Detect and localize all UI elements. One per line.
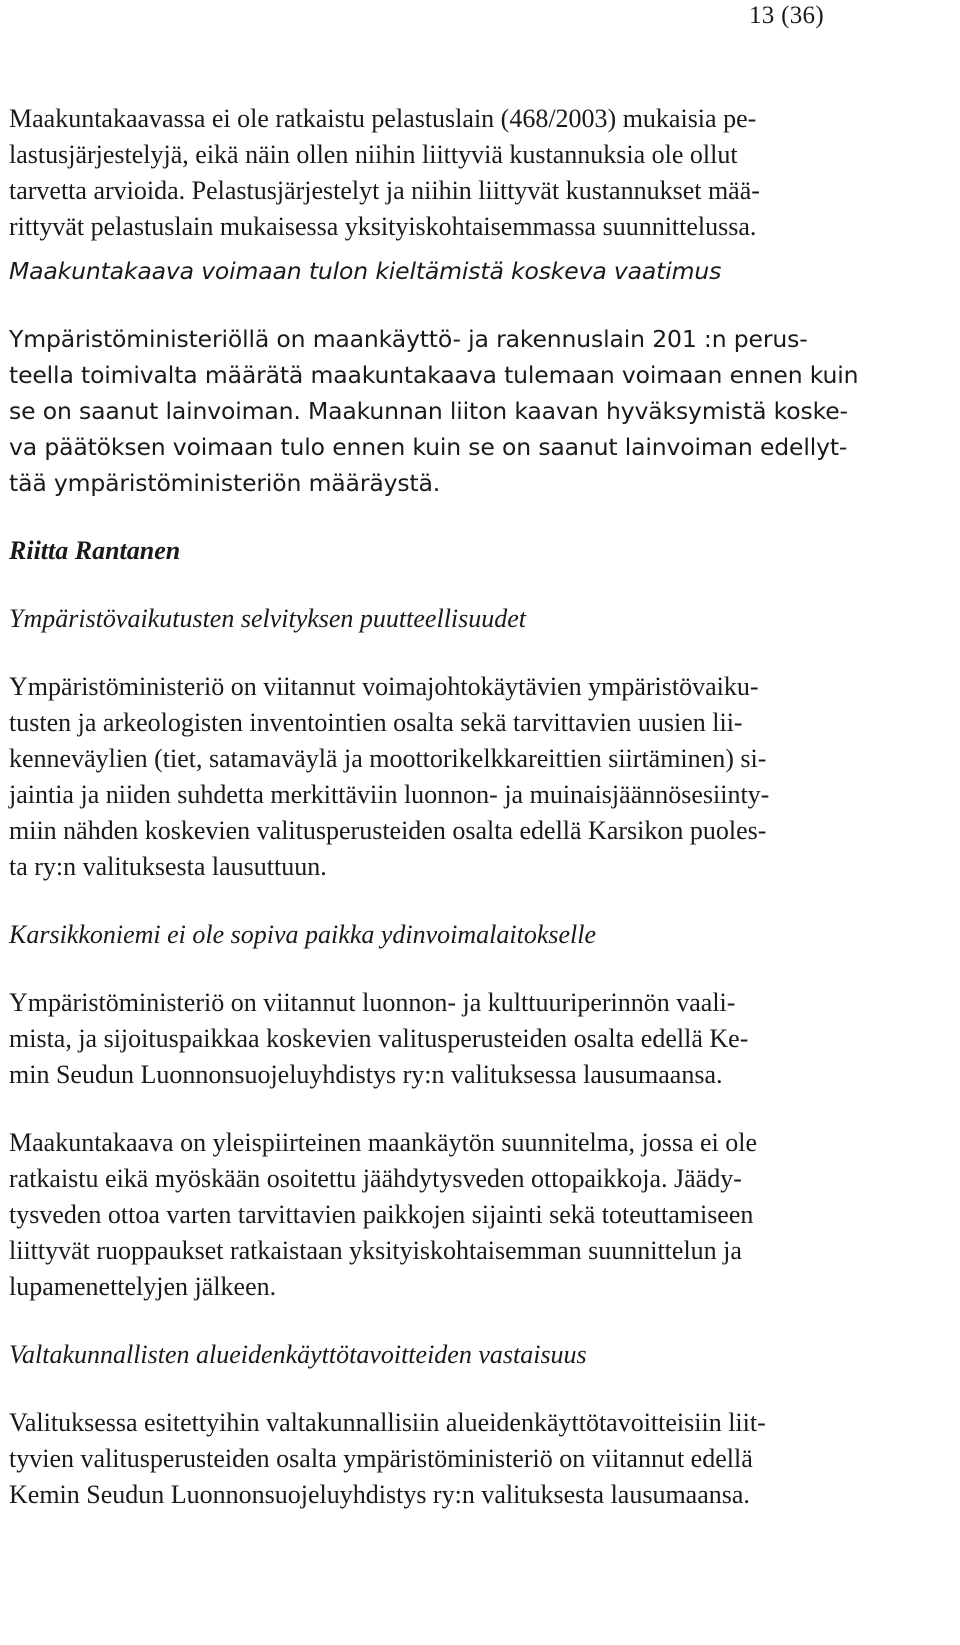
section-heading-text: Ympäristövaikutusten selvityksen puutteellisuudet	[9, 604, 527, 633]
paragraph-line: rittyvät pelastuslain mukaisessa yksityiskohtaisemmassa suunnittelussa.	[9, 212, 757, 241]
paragraph-line: liittyvät ruoppaukset ratkaistaan yksityiskohtaisemman suunnittelun ja	[9, 1236, 742, 1265]
paragraph-natural-heritage	[9, 985, 940, 1093]
paragraph-line: va päätöksen voimaan tulo ennen kuin se on saanut lainvoiman edellyt-	[9, 433, 848, 461]
paragraph-rescue-arrangements	[9, 101, 940, 245]
paragraph-line: teella toimivalta määrätä maakuntakaava tulemaan voimaan ennen kuin	[9, 361, 859, 389]
section-heading-text: Valtakunnallisten alueidenkäyttötavoitteiden vastaisuus	[9, 1340, 587, 1369]
paragraph-line: jaintia ja niiden suhdetta merkittäviin luonnon- ja muinaisjäännösesiinty-	[9, 780, 770, 809]
paragraph-line: Ympäristöministeriö on viitannut luonnon- ja kulttuuriperinnön vaali-	[9, 988, 736, 1017]
paragraph-line: tää ympäristöministeriön määräystä.	[9, 469, 441, 497]
paragraph-line: Ympäristöministeriöllä on maankäyttö- ja rakennuslain 201 :n perus-	[9, 325, 808, 353]
paragraph-ministry-authority	[9, 321, 940, 501]
section-heading-text: Karsikkoniemi ei ole sopiva paikka ydinvoimalaitokselle	[9, 920, 597, 949]
section-heading	[9, 253, 940, 289]
paragraph-line: Maakuntakaava on yleispiirteinen maankäytön suunnitelma, jossa ei ole	[9, 1128, 758, 1157]
paragraph-environmental-impacts	[9, 669, 940, 885]
paragraph-cooling-water	[9, 1125, 940, 1305]
paragraph-line: lupamenettelyjen jälkeen.	[9, 1272, 277, 1301]
paragraph-line: tysveden ottoa varten tarvittavien paikkojen sijainti sekä toteuttamiseen	[9, 1200, 754, 1229]
section-heading-text: Maakuntakaava voimaan tulon kieltämistä koskeva vaatimus	[9, 257, 722, 285]
section-heading	[9, 1337, 940, 1373]
paragraph-line: tyvien valitusperusteiden osalta ympäristöministeriö on viitannut edellä	[9, 1444, 753, 1473]
paragraph-line: lastusjärjestelyjä, eikä näin ollen niihin liittyviä kustannuksia ole ollut	[9, 140, 738, 169]
appellant-name	[9, 533, 940, 569]
paragraph-line: miin nähden koskevien valitusperusteiden osalta edellä Karsikon puoles-	[9, 816, 767, 845]
section-heading	[9, 601, 940, 637]
paragraph-national-land-use-goals	[9, 1405, 940, 1513]
paragraph-line: Valituksessa esitettyihin valtakunnallisiin alueidenkäyttötavoitteisiin liit-	[9, 1408, 766, 1437]
paragraph-line: se on saanut lainvoiman. Maakunnan liiton kaavan hyväksymistä koske-	[9, 397, 848, 425]
paragraph-line: tarvetta arvioida. Pelastusjärjestelyt ja niihin liittyvät kustannukset mää-	[9, 176, 760, 205]
document-body	[9, 101, 940, 1513]
paragraph-line: ratkaistu eikä myöskään osoitettu jäähdytysveden ottopaikkoja. Jäädy-	[9, 1164, 742, 1193]
section-heading	[9, 917, 940, 953]
paragraph-line: Kemin Seudun Luonnonsuojeluyhdistys ry:n valituksesta lausumaansa.	[9, 1480, 750, 1509]
paragraph-line: tusten ja arkeologisten inventointien osalta sekä tarvittavien uusien lii-	[9, 708, 743, 737]
paragraph-line: mista, ja sijoituspaikkaa koskevien valitusperusteiden osalta edellä Ke-	[9, 1024, 749, 1053]
page-number: 13 (36)	[748, 2, 824, 29]
paragraph-line: ta ry:n valituksesta lausuttuun.	[9, 852, 327, 881]
appellant-name-text: Riitta Rantanen	[9, 536, 181, 565]
paragraph-line: Ympäristöministeriö on viitannut voimajohtokäytävien ympäristövaiku-	[9, 672, 759, 701]
paragraph-line: Maakuntakaavassa ei ole ratkaistu pelastuslain (468/2003) mukaisia pe-	[9, 104, 757, 133]
paragraph-line: min Seudun Luonnonsuojeluyhdistys ry:n valituksessa lausumaansa.	[9, 1060, 723, 1089]
paragraph-line: kenneväylien (tiet, satamaväylä ja moottorikelkkareittien siirtäminen) si-	[9, 744, 767, 773]
